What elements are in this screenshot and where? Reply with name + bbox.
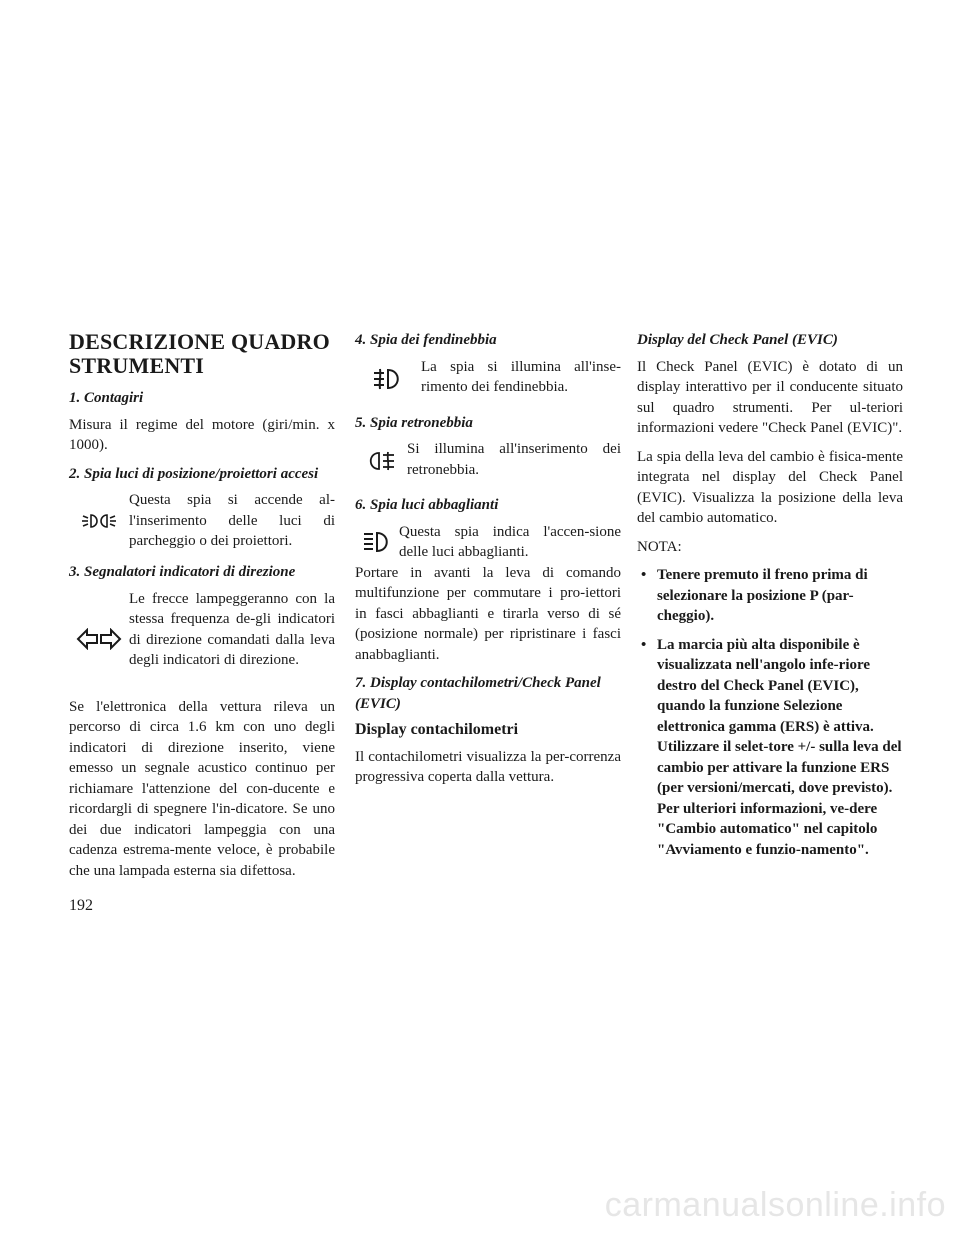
note-label: NOTA: <box>637 538 682 555</box>
note-bullet-list <box>637 565 903 860</box>
watermark: carmanualsonline.info <box>604 1186 946 1224</box>
para-high-beam: Portare in avanti la leva di comando multifunzione per commutare i pro-iettori in fasci abbaglianti e tirarla verso di sé (posizione normale) per ripristinare i fasci anabbaglianti. <box>355 564 621 663</box>
column-left <box>69 330 335 889</box>
column-middle <box>355 330 621 796</box>
heading-rear-fog: 5. Spia retronebbia <box>355 414 473 431</box>
high-beam-icon <box>355 522 399 562</box>
column-right <box>637 330 903 868</box>
text-odometer: Il contachilometri visualizza la per-correnza progressiva coperta dalla vettura. <box>355 748 621 785</box>
text-parking-lights: Questa spia si accende al-l'inserimento delle luci di parcheggio o dei proiettori. <box>129 492 335 549</box>
heading-odometer-evic: 7. Display contachilometri/Check Panel (EVIC) <box>355 675 601 712</box>
heading-tachometer: 1. Contagiri <box>69 390 144 406</box>
front-fog-light-icon <box>355 357 421 401</box>
heading-evic-display: Display del Check Panel (EVIC) <box>637 332 838 348</box>
heading-fog-lights: 4. Spia dei fendinebbia <box>355 332 497 348</box>
list-item: • Tenere premuto il freno prima di selezionare la posizione P (par-cheggio). <box>637 565 903 627</box>
page-number: 192 <box>69 897 93 914</box>
list-item: • La marcia più alta disponibile è visualizzata nell'angolo infe-riore destro del Check Panel (EVIC), quando la funzione Selezione elettronica gamma (ERS) è attiva. Utilizzare il selet-tore +/- sulla leva del cambio per attivare la funzione ERS (per versioni/mercati, dove previsto). Per ulteriori informazioni, ve-dere "Cambio automatico" nel capitolo "Avviamento e funzio-namento". <box>637 635 903 861</box>
heading-high-beam: 6. Spia luci abbaglianti <box>355 497 499 513</box>
turn-signal-row <box>69 589 335 689</box>
subheading-odometer: Display contachilometri <box>355 721 519 738</box>
high-beam-row <box>355 522 621 563</box>
heading-turn-signals: 3. Segnalatori indicatori di direzione <box>69 564 296 580</box>
text-rear-fog: Si illumina all'inserimento dei retronebbia. <box>407 441 621 478</box>
rear-fog-row <box>355 439 621 483</box>
heading-parking-lights: 2. Spia luci di posizione/proiettori accesi <box>69 465 319 482</box>
turn-signal-icon <box>69 589 129 689</box>
para-evic-1: Il Check Panel (EVIC) è dotato di un display interattivo per il conducente situato sul quadro strumenti. Per ul-teriori informazioni vedere "Check Panel (EVIC)". <box>637 358 903 436</box>
section-title: DESCRIZIONE QUADRO STRUMENTI <box>69 329 330 378</box>
rear-fog-light-icon <box>355 439 407 483</box>
para-evic-2: La spia della leva del cambio è fisica-mente integrata nel display del Check Panel (EVIC). Visualizza la posizione della leva del cambio automatico. <box>637 448 903 526</box>
parking-lights-icon <box>69 490 129 552</box>
text-turn-signals: Le frecce lampeggeranno con la stessa frequenza de-gli indicatori di direzione comandati dalla leva degli indicatori di direzione. <box>129 590 335 668</box>
para-turn-signals: Se l'elettronica della vettura rileva un percorso di circa 1.6 km con uno degli indicatori di direzione inserito, viene emesso un segnale acustico continuo per richiamare l'attenzione del con-ducente e ricordargli di spegnere l'in-dicatore. Se uno dei due indicatori lampeggia con una cadenza estrema-mente veloce, è probabile che una lampada esterna sia difettosa. <box>69 698 335 879</box>
parking-lights-row <box>69 490 335 552</box>
text-high-beam: Questa spia indica l'accen-sione delle luci abbaglianti. <box>399 523 621 560</box>
text-fog-lights: La spia si illumina all'inse-rimento dei fendinebbia. <box>421 358 621 395</box>
fog-lights-row <box>355 357 621 401</box>
text-tachometer: Misura il regime del motore (giri/min. x 1000). <box>69 416 335 453</box>
